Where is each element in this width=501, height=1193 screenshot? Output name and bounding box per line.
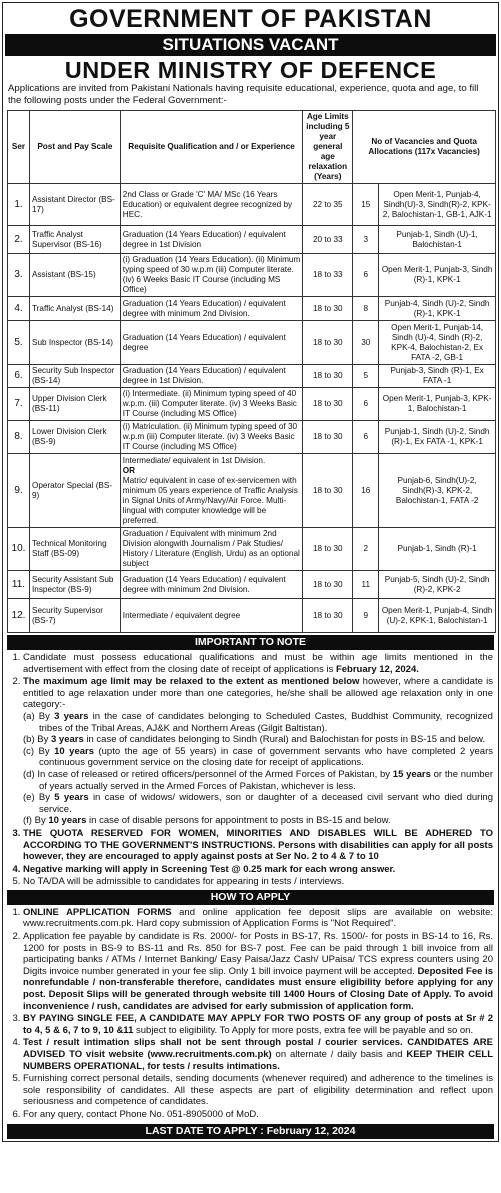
quota: Punjab-4, Sindh (U)-2, Sindh (R)-1, KPK-1 bbox=[379, 297, 496, 321]
post: Lower Division Clerk (BS-9) bbox=[29, 421, 120, 454]
vacancy-count: 5 bbox=[353, 365, 379, 388]
qualification: (i) Graduation (14 Years Education). (ii) Minimum typing speed of 30 w.p.m (iii) Computer literate. (iv) 6 Weeks Basic IT Course (including MS Office) bbox=[120, 254, 303, 297]
advertisement bbox=[2, 2, 499, 1142]
quota: Punjab-1, Sindh (U)-2, Sindh (R)-1, Ex FATA -1, KPK-1 bbox=[379, 421, 496, 454]
vacancy-count: 30 bbox=[353, 321, 379, 365]
post: Security Assistant Sub Inspector (BS-9) bbox=[29, 571, 120, 599]
apply-item: 2. Application fee payable by candidate is Rs. 2000/- for Posts in BS-17, Rs. 1500/- for posts in BS-14 to 16, Rs. 1200 for posts in BS-9 to BS-11 and Rs. 850 for BS-7 post. Fee can be paid through 1 bill invoice from all participating banks / ATMs / Internet Banking/ Easy Paisa/Jazz Cash/ UPaisa/ TCS express counters using 20 Digits invoice number generated in your fee slip. Only 1 bill invoice payment will be accepted. Deposited Fee is nonrefundable / non-transferable therefore, candidates must ensure eligibility before applying for any post. Deposit Slips will be generated through website till 1400 Hours of Closing Date of Apply. To avoid inconvenience / rush, candidates are advised for early submission of application form. bbox=[23, 931, 493, 1012]
qualification: 2nd Class or Grade 'C' MA/ MSc (16 Years Education) or equivalent degree recognized by HEC. bbox=[120, 184, 303, 226]
post: Upper Division Clerk (BS-11) bbox=[29, 388, 120, 421]
ser: 7. bbox=[8, 388, 30, 421]
vacancy-count: 11 bbox=[353, 571, 379, 599]
quota: Punjab-6, Sindh(U)-2, Sindh(R)-3, KPK-2, Balochistan-1, FATA -2 bbox=[379, 454, 496, 528]
important-note-heading: IMPORTANT TO NOTE bbox=[7, 635, 494, 650]
qualification-option-b: Matric/ equivalent in case of ex-servicemen with minimum 05 years experience of Traffic Analysis in Signal Units of Army/Navy/Air Force. Multi-lingual with computer knowledge will be preferred. bbox=[122, 475, 298, 525]
note-text: Candidate must possess educational qualifications and must be within age limits mentioned in the advertisement with effect from the closing date of receipt of applications is bbox=[23, 652, 493, 675]
age-limit: 20 to 33 bbox=[303, 226, 353, 254]
table-row bbox=[8, 321, 496, 365]
vacancy-count: 8 bbox=[353, 297, 379, 321]
ser: 6. bbox=[8, 365, 30, 388]
relaxation-item: (b) By 3 years in case of candidates belonging to Sindh (Rural) and Balochistan for posts in BS-15 and below. bbox=[23, 734, 486, 746]
table-row bbox=[8, 226, 496, 254]
relaxation-item: (c) By 10 years (upto the age of 55 years) in case of government servants who have completed 2 years continuous government service on the closing date for receipt of applications. bbox=[23, 745, 493, 769]
post: Traffic Analyst Supervisor (BS-16) bbox=[29, 226, 120, 254]
apply-item: 3. BY PAYING SINGLE FEE, A CANDIDATE MAY APPLY FOR TWO POSTS OF any group of posts at Sr # 2 to 4, 5 & 6, 7 to 9, 10 &11 subject to eligibility. To Apply for more posts, extra fee will be payable and so on. bbox=[23, 1013, 493, 1036]
age-limit: 22 to 35 bbox=[303, 184, 353, 226]
header-post: Post and Pay Scale bbox=[29, 111, 120, 184]
age-limit: 18 to 30 bbox=[303, 571, 353, 599]
age-limit: 18 to 30 bbox=[303, 528, 353, 571]
relaxation-item: (a) By 3 years in the case of candidates belonging to Scheduled Castes, Buddhist Community, recognized tribes of the Tribal Areas, AJ&K and Northern Areas (Gilgit Baltistan). bbox=[23, 710, 493, 734]
ser: 4. bbox=[8, 297, 30, 321]
note-text: however, where a candidate is entitled to age relaxation under more than one categories, he/she shall be allowed age relaxation only in one category:- bbox=[23, 676, 493, 711]
table-row bbox=[8, 365, 496, 388]
age-limit: 18 to 30 bbox=[303, 388, 353, 421]
header-age: Age Limits including 5 year general age relaxation (Years) bbox=[303, 111, 353, 184]
qualification: Intermediate / equivalent degree bbox=[120, 599, 303, 633]
table-header-row bbox=[8, 111, 496, 184]
vacancy-count: 15 bbox=[353, 184, 379, 226]
note-item bbox=[23, 652, 493, 675]
apply-item: 6. For any query, contact Phone No. 051-8905000 of MoD. bbox=[23, 1109, 493, 1121]
qualification: Graduation (14 Years Education) / equivalent degree bbox=[120, 321, 303, 365]
table-row bbox=[8, 454, 496, 528]
age-limit: 18 to 30 bbox=[303, 599, 353, 633]
vacancy-count: 6 bbox=[353, 388, 379, 421]
ser: 1. bbox=[8, 184, 30, 226]
qualification: Graduation (14 Years Education) / equivalent degree with minimum 2nd Division. bbox=[120, 297, 303, 321]
ser: 11. bbox=[8, 571, 30, 599]
post: Security Supervisor (BS-7) bbox=[29, 599, 120, 633]
table-row bbox=[8, 599, 496, 633]
intro-text: Applications are invited from Pakistani Nationals having requisite educational, experience, quota and age, to fill the following posts under the Federal Government:- bbox=[8, 83, 479, 106]
qualification: Graduation (14 Years Education) / equivalent degree with minimum 2nd Division. bbox=[120, 571, 303, 599]
relaxation-item: (f) By 10 years in case of disable persons for appointment to posts in BS-15 and below. bbox=[23, 815, 391, 827]
note-item: 5. No TA/DA will be admissible to candidates for appearing in tests / interviews. bbox=[23, 876, 493, 888]
note-item bbox=[23, 676, 493, 827]
vacancy-count: 6 bbox=[353, 421, 379, 454]
apply-item: 1. ONLINE APPLICATION FORMS and online application fee deposit slips are available on website: www.recruitments.com.pk. Hard copy submission of Application Forms is "Not Required". bbox=[23, 907, 493, 930]
post: Traffic Analyst (BS-14) bbox=[29, 297, 120, 321]
table-row bbox=[8, 388, 496, 421]
ser: 12. bbox=[8, 599, 30, 633]
closing-date: February 12, 2024. bbox=[335, 663, 419, 675]
note-item: 4. Negative marking will apply in Screening Test @ 0.25 mark for each wrong answer. bbox=[23, 864, 493, 876]
age-limit: 18 to 30 bbox=[303, 297, 353, 321]
quota: Open Merit-1, Punjab-4, Sindh(U)-3, Sindh(R)-2, KPK-2, Balochistan-1, GB-1, AJK-1 bbox=[379, 184, 496, 226]
vacancy-count: 9 bbox=[353, 599, 379, 633]
table-row bbox=[8, 421, 496, 454]
note-item: 3. THE QUOTA RESERVED FOR WOMEN, MINORITIES AND DISABLES WILL BE ADHERED TO ACCORDING TO THE GOVERNMENT'S INSTRUCTIONS. Persons with disabilities can apply for all posts however, they are encouraged to apply against posts at Ser No. 2 to 4 & 7 to 10 bbox=[23, 828, 493, 863]
qualification: (i) Matriculation. (ii) Minimum typing speed of 30 w.p.m (iii) Computer literate. (iv) 3 Weeks Basic IT Course (including MS Office) bbox=[120, 421, 303, 454]
header-qualification: Requisite Qualification and / or Experience bbox=[120, 111, 303, 184]
table-row bbox=[8, 528, 496, 571]
quota: Open Merit-1, Punjab-4, Sindh (U)-2, KPK-1, Balochistan-1 bbox=[379, 599, 496, 633]
quota: Punjab-1, Sindh (U)-1, Balochistan-1 bbox=[379, 226, 496, 254]
ser: 3. bbox=[8, 254, 30, 297]
age-limit: 18 to 30 bbox=[303, 321, 353, 365]
important-notes-list bbox=[3, 652, 498, 888]
vacancy-count: 16 bbox=[353, 454, 379, 528]
header-vacancies: No of Vacancies and Quota Allocations (117x Vacancies) bbox=[353, 111, 496, 184]
post: Security Sub Inspector (BS-14) bbox=[29, 365, 120, 388]
ser: 9. bbox=[8, 454, 30, 528]
quota: Open Merit-1, Punjab-14, Sindh (U)-4, Sindh (R)-2, KPK-4, Balochistan-2, Ex FATA -2, GB-1 bbox=[379, 321, 496, 365]
age-limit: 18 to 33 bbox=[303, 254, 353, 297]
age-relaxation-list bbox=[23, 711, 493, 827]
post: Assistant (BS-15) bbox=[29, 254, 120, 297]
vacancy-count: 6 bbox=[353, 254, 379, 297]
relaxation-item: (d) In case of released or retired officers/personnel of the Armed Forces of Pakistan, by 15 years or the number of years actually served in the Armed Forces of Pakistan, whichever is less. bbox=[23, 768, 493, 792]
post: Sub Inspector (BS-14) bbox=[29, 321, 120, 365]
apply-item: 5. Furnishing correct personal details, sending documents (whenever required) and adherence to the timelines is sole responsibility of candidates. All these aspects are part of eligibility determination and reflect upon seriousness and competence of candidates. bbox=[23, 1073, 493, 1108]
vacancy-count: 2 bbox=[353, 528, 379, 571]
how-to-apply-list bbox=[3, 907, 498, 1121]
age-limit: 18 to 30 bbox=[303, 454, 353, 528]
quota: Open Merit-1, Punjab-3, Sindh (R)-1, KPK-1 bbox=[379, 254, 496, 297]
age-limit: 18 to 30 bbox=[303, 421, 353, 454]
relaxation-item: (e) By 5 years in case of widows/ widowers, son or daughter of a deceased civil servant who died during service. bbox=[23, 792, 494, 815]
qualification: Graduation (14 Years Education) / equivalent degree in 1st Division bbox=[120, 226, 303, 254]
header-ser: Ser bbox=[8, 111, 30, 184]
age-limit: 18 to 30 bbox=[303, 365, 353, 388]
ministry-heading: UNDER MINISTRY OF DEFENCE bbox=[64, 57, 437, 83]
ser: 5. bbox=[8, 321, 30, 365]
apply-item: 4. Test / result intimation slips shall not be sent through postal / courier services. CANDIDATES ARE ADVISED TO visit website (www.recruitments.com.pk) on alternate / daily basis and KEEP THEIR CELL NUMBERS OPERATIONAL, for tests / results intimations. bbox=[23, 1037, 493, 1072]
quota: Punjab-3, Sindh (R)-1, Ex FATA -1 bbox=[379, 365, 496, 388]
qualification bbox=[120, 454, 303, 528]
table-row bbox=[8, 571, 496, 599]
situations-vacant-banner: SITUATIONS VACANT bbox=[5, 34, 496, 56]
post: Operator Special (BS-9) bbox=[29, 454, 120, 528]
qualification: Graduation / Equivalent with minimum 2nd Division alongwith Journalism / Pak Studies/ History / Literature (English, Urdu) as an optional subject bbox=[120, 528, 303, 571]
vacancy-count: 3 bbox=[353, 226, 379, 254]
qualification-option-a: Intermediate/ equivalent in 1st Division. bbox=[122, 455, 266, 465]
note-text-bold: The maximum age limit may be relaxed to the extent as mentioned below bbox=[23, 676, 360, 688]
post: Assistant Director (BS-17) bbox=[29, 184, 120, 226]
qualification-or: OR bbox=[122, 465, 136, 475]
qualification: (i) Intermediate. (ii) Minimum typing speed of 40 w.p.m. (iii) Computer literate. (iv) 3 Weeks Basic IT Course (including MS Office) bbox=[120, 388, 303, 421]
table-row bbox=[8, 297, 496, 321]
ser: 2. bbox=[8, 226, 30, 254]
table-row bbox=[8, 254, 496, 297]
post: Technical Monitoring Staff (BS-09) bbox=[29, 528, 120, 571]
quota: Punjab-5, Sindh (U)-2, Sindh (R)-2, KPK-2 bbox=[379, 571, 496, 599]
vacancies-table bbox=[7, 110, 496, 633]
how-to-apply-heading: HOW TO APPLY bbox=[7, 890, 494, 905]
ser: 8. bbox=[8, 421, 30, 454]
table-row bbox=[8, 184, 496, 226]
last-date-banner: LAST DATE TO APPLY : February 12, 2024 bbox=[7, 1124, 494, 1139]
ser: 10. bbox=[8, 528, 30, 571]
quota: Open Merit-1, Punjab-3, KPK-1, Balochistan-1 bbox=[379, 388, 496, 421]
quota: Punjab-1, Sindh (R)-1 bbox=[379, 528, 496, 571]
qualification: Graduation (14 Years Education) / equivalent degree in 1st Division. bbox=[120, 365, 303, 388]
page-title: GOVERNMENT OF PAKISTAN bbox=[69, 5, 432, 33]
